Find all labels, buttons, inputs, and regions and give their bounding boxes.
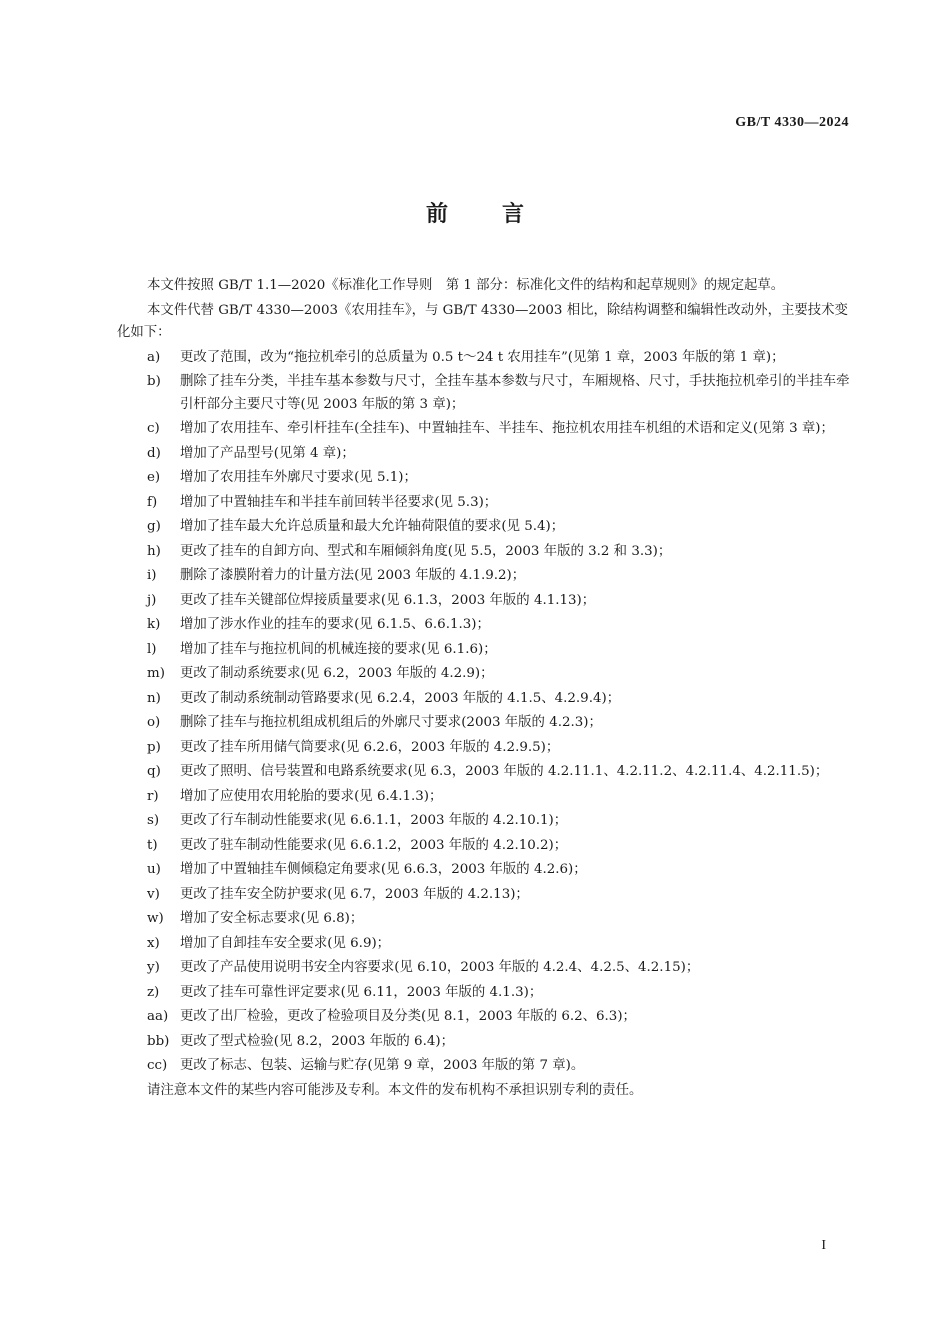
- list-item: [147, 467, 850, 490]
- list-item-text: 更改了驻车制动性能要求(见 6.6.1.2，2003 年版的 4.2.10.2)；: [180, 837, 568, 853]
- list-item-marker: h): [147, 543, 161, 559]
- list-item-text: 更改了挂车所用储气筒要求(见 6.2.6，2003 年版的 4.2.9.5)；: [180, 739, 560, 755]
- list-item-marker: bb): [147, 1033, 170, 1049]
- list-item-text: 删除了挂车分类，半挂车基本参数与尺寸，全挂车基本参数与尺寸，车厢规格、尺寸，手扶拖拉机牵引的半挂车牵引杆部分主要尺寸等(见 2003 年版的第 3 章)；: [180, 374, 850, 412]
- list-item-marker: n): [147, 690, 161, 706]
- list-item: [147, 541, 850, 564]
- list-item-marker: j): [147, 592, 157, 608]
- list-item: [147, 688, 850, 711]
- list-item-text: 删除了漆膜附着力的计量方法(见 2003 年版的 4.1.9.2)；: [180, 568, 526, 583]
- list-item-text: 增加了自卸挂车安全要求(见 6.9)；: [180, 935, 391, 951]
- list-item-marker: w): [147, 911, 164, 926]
- list-item: [147, 418, 850, 441]
- list-item: [147, 614, 850, 637]
- list-item-marker: g): [147, 519, 161, 534]
- foreword-body: [117, 275, 850, 1104]
- patent-note: 请注意本文件的某些内容可能涉及专利。本文件的发布机构不承担识别专利的责任。: [147, 1082, 643, 1098]
- list-item: [147, 835, 850, 858]
- list-item-text: 增加了农用挂车、牵引杆挂车(全挂车)、中置轴挂车、半挂车、拖拉机农用挂车机组的术语和定义(见第 3 章)；: [180, 421, 834, 436]
- paragraph-replacement: 本文件代替 GB/T 4330—2003《农用挂车》，与 GB/T 4330—2003 相比，除结构调整和编辑性改动外，主要技术变化如下：: [117, 302, 848, 340]
- list-item-marker: k): [147, 617, 161, 632]
- list-item-marker: p): [147, 739, 161, 755]
- list-item-text: 增加了农用挂车外廓尺寸要求(见 5.1)；: [180, 470, 417, 485]
- list-item-text: 增加了产品型号(见第 4 章)；: [180, 445, 355, 461]
- list-item-marker: aa): [147, 1009, 169, 1024]
- list-item-text: 更改了行车制动性能要求(见 6.6.1.1，2003 年版的 4.2.10.1)；: [180, 813, 568, 828]
- list-item: [147, 982, 850, 1005]
- list-item: [147, 908, 850, 931]
- list-item-text: 更改了挂车可靠性评定要求(见 6.11，2003 年版的 4.1.3)；: [180, 984, 543, 1000]
- changes-list: [147, 347, 850, 1078]
- list-item-marker: d): [147, 445, 161, 461]
- list-item-marker: l): [147, 641, 157, 657]
- standard-id-header: GB/T 4330—2024: [735, 115, 849, 130]
- list-item: [147, 810, 850, 833]
- list-item-marker: s): [147, 813, 160, 828]
- list-item: [147, 663, 850, 686]
- list-item-text: 更改了挂车的自卸方向、型式和车厢倾斜角度(见 5.5，2003 年版的 3.2 和 3.3)；: [180, 543, 672, 559]
- list-item-text: 更改了挂车关键部位焊接质量要求(见 6.1.3，2003 年版的 4.1.13)；: [180, 592, 596, 608]
- list-item-text: 更改了出厂检验，更改了检验项目及分类(见 8.1，2003 年版的 6.2、6.3)；: [180, 1009, 636, 1024]
- paragraph-drafting-rules: 本文件按照 GB/T 1.1—2020《标准化工作导则 第 1 部分：标准化文件的结构和起草规则》的规定起草。: [147, 278, 785, 293]
- list-item-marker: x): [147, 935, 160, 951]
- list-item-marker: y): [147, 960, 160, 975]
- page-number: I: [821, 1238, 826, 1253]
- list-item-marker: t): [147, 837, 158, 853]
- list-item-text: 删除了挂车与拖拉机组成机组后的外廓尺寸要求(2003 年版的 4.2.3)；: [180, 715, 602, 730]
- list-item-marker: c): [147, 421, 160, 436]
- list-item-text: 增加了中置轴挂车和半挂车前回转半径要求(见 5.3)；: [180, 494, 498, 510]
- list-item: [147, 737, 850, 760]
- page-title: 前言: [425, 201, 578, 227]
- list-item: [147, 1055, 850, 1078]
- list-item-marker: e): [147, 470, 161, 485]
- list-item-text: 更改了制动系统制动管路要求(见 6.2.4，2003 年版的 4.1.5、4.2.9.4)；: [180, 690, 621, 706]
- list-item-text: 更改了照明、信号装置和电路系统要求(见 6.3，2003 年版的 4.2.11.1、4.2.11.2、4.2.11.4、4.2.11.5)；: [180, 764, 829, 779]
- list-item: [147, 443, 850, 466]
- list-item: [147, 1031, 850, 1054]
- list-item-text: 增加了安全标志要求(见 6.8)；: [180, 911, 364, 926]
- list-item-text: 更改了范围，改为“拖拉机牵引的总质量为 0.5 t～24 t 农用挂车”(见第 1 章，2003 年版的第 1 章)；: [180, 349, 785, 365]
- list-item-marker: f): [147, 494, 158, 510]
- list-item-marker: r): [147, 788, 159, 804]
- list-item: [147, 712, 850, 735]
- list-item-marker: z): [147, 984, 160, 1000]
- list-item-marker: u): [147, 862, 161, 877]
- list-item-marker: i): [147, 568, 157, 583]
- list-item-marker: b): [147, 374, 161, 389]
- list-item: [147, 516, 850, 539]
- list-item: [147, 957, 850, 980]
- list-item: [147, 565, 850, 588]
- list-item: [147, 884, 850, 907]
- list-item-text: 增加了中置轴挂车侧倾稳定角要求(见 6.6.3，2003 年版的 4.2.6)；: [180, 862, 587, 877]
- list-item: [147, 859, 850, 882]
- list-item: [147, 590, 850, 613]
- list-item: [147, 1006, 850, 1029]
- list-item-text: 增加了涉水作业的挂车的要求(见 6.1.5、6.6.1.3)；: [180, 617, 490, 632]
- list-item-text: 增加了挂车最大允许总质量和最大允许轴荷限值的要求(见 5.4)；: [180, 519, 565, 534]
- list-item-text: 更改了产品使用说明书安全内容要求(见 6.10，2003 年版的 4.2.4、4.2.5、4.2.15)；: [180, 960, 700, 975]
- list-item: [147, 786, 850, 809]
- list-item: [147, 933, 850, 956]
- list-item-text: 更改了型式检验(见 8.2，2003 年版的 6.4)；: [180, 1033, 454, 1049]
- list-item-text: 更改了标志、包装、运输与贮存(见第 9 章，2003 年版的第 7 章)。: [180, 1058, 585, 1073]
- list-item-marker: cc): [147, 1058, 168, 1073]
- list-item: [147, 347, 850, 370]
- list-item-text: 更改了挂车安全防护要求(见 6.7，2003 年版的 4.2.13)；: [180, 886, 529, 902]
- list-item: [147, 492, 850, 515]
- list-item-text: 增加了挂车与拖拉机间的机械连接的要求(见 6.1.6)；: [180, 641, 497, 657]
- list-item-marker: q): [147, 764, 161, 779]
- list-item-marker: v): [147, 886, 160, 902]
- list-item-marker: m): [147, 666, 165, 681]
- list-item: [147, 371, 850, 416]
- list-item-text: 增加了应使用农用轮胎的要求(见 6.4.1.3)；: [180, 788, 443, 804]
- list-item-text: 更改了制动系统要求(见 6.2，2003 年版的 4.2.9)；: [180, 666, 494, 681]
- list-item-marker: o): [147, 715, 161, 730]
- list-item: [147, 761, 850, 784]
- list-item-marker: a): [147, 349, 161, 365]
- list-item: [147, 639, 850, 662]
